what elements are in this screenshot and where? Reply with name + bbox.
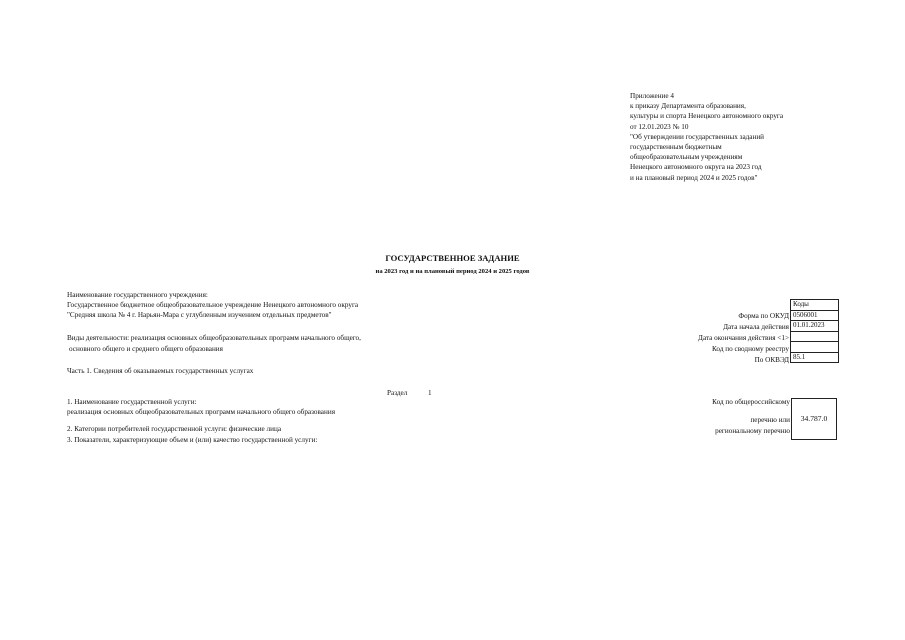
service-name-label: 1. Наименование государственной услуги:: [67, 398, 197, 406]
registry-code-value: 34.787.0: [800, 414, 828, 424]
codes-table: [790, 299, 839, 363]
code-label-registry: Код по сводному реестру: [712, 345, 789, 353]
activity-line1: Виды деятельности: реализация основных общеобразовательных программ начального общего,: [67, 334, 361, 342]
code-value-okud: 0506001: [791, 310, 839, 321]
appendix-line: "Об утверждении государственных заданий: [630, 132, 765, 141]
code-value-start-date: 01.01.2023: [791, 321, 839, 332]
code-value-end-date: [791, 331, 839, 342]
section-number: 1: [428, 389, 432, 397]
appendix-note: [630, 91, 900, 183]
institution-name-line1: Государственное бюджетное общеобразовательное учреждение Ненецкого автономного округа: [67, 301, 359, 309]
registry-label-line3: региональному перечню: [715, 427, 790, 435]
appendix-line: государственным бюджетным: [630, 143, 722, 152]
appendix-line: культуры и спорта Ненецкого автономного округа: [630, 112, 784, 121]
registry-code-box: [791, 398, 837, 440]
code-value-okved: 85.1: [791, 352, 839, 363]
registry-label-line1: Код по общероссийскому: [712, 398, 790, 406]
appendix-line: и на плановый период 2024 и 2025 годов": [630, 173, 758, 182]
appendix-line: Ненецкого автономного округа на 2023 год: [630, 163, 762, 172]
section-label: Раздел: [387, 389, 408, 397]
codes-header: Коды: [791, 300, 839, 311]
document-title: ГОСУДАРСТВЕННОЕ ЗАДАНИЕ: [385, 253, 520, 263]
institution-label: Наименование государственного учреждения:: [67, 291, 208, 299]
code-label-start-date: Дата начала действия: [723, 323, 789, 331]
code-value-registry: [791, 342, 839, 353]
service-categories: 2. Категории потребителей государственной услуги: физические лица: [67, 425, 282, 433]
document-subtitle: на 2023 год и на плановый период 2024 и 2025 годов: [375, 268, 530, 275]
code-label-okved: По ОКВЭД: [754, 356, 789, 364]
appendix-line: Приложение 4: [630, 92, 674, 100]
code-label-okud: Форма по ОКУД: [738, 312, 789, 320]
code-label-end-date: Дата окончания действия <1>: [698, 334, 789, 342]
registry-label-line2: перечню или: [750, 416, 790, 424]
appendix-line: общеобразовательным учреждениям: [630, 153, 743, 162]
part-heading: Часть 1. Сведения об оказываемых государственных услугах: [67, 367, 254, 375]
service-name-value: реализация основных общеобразовательных программ начального общего образования: [67, 408, 335, 416]
appendix-line: к приказу Департамента образования,: [630, 102, 746, 111]
appendix-line: от 12.01.2023 № 10: [630, 122, 689, 131]
service-indicators: 3. Показатели, характеризующие объем и (или) качество государственной услуги:: [67, 436, 318, 444]
institution-name-line2: "Средняя школа № 4 г. Нарьян-Мара с углубленным изучением отдельных предметов": [67, 311, 332, 319]
activity-line2: основного общего и среднего общего образования: [69, 345, 223, 353]
